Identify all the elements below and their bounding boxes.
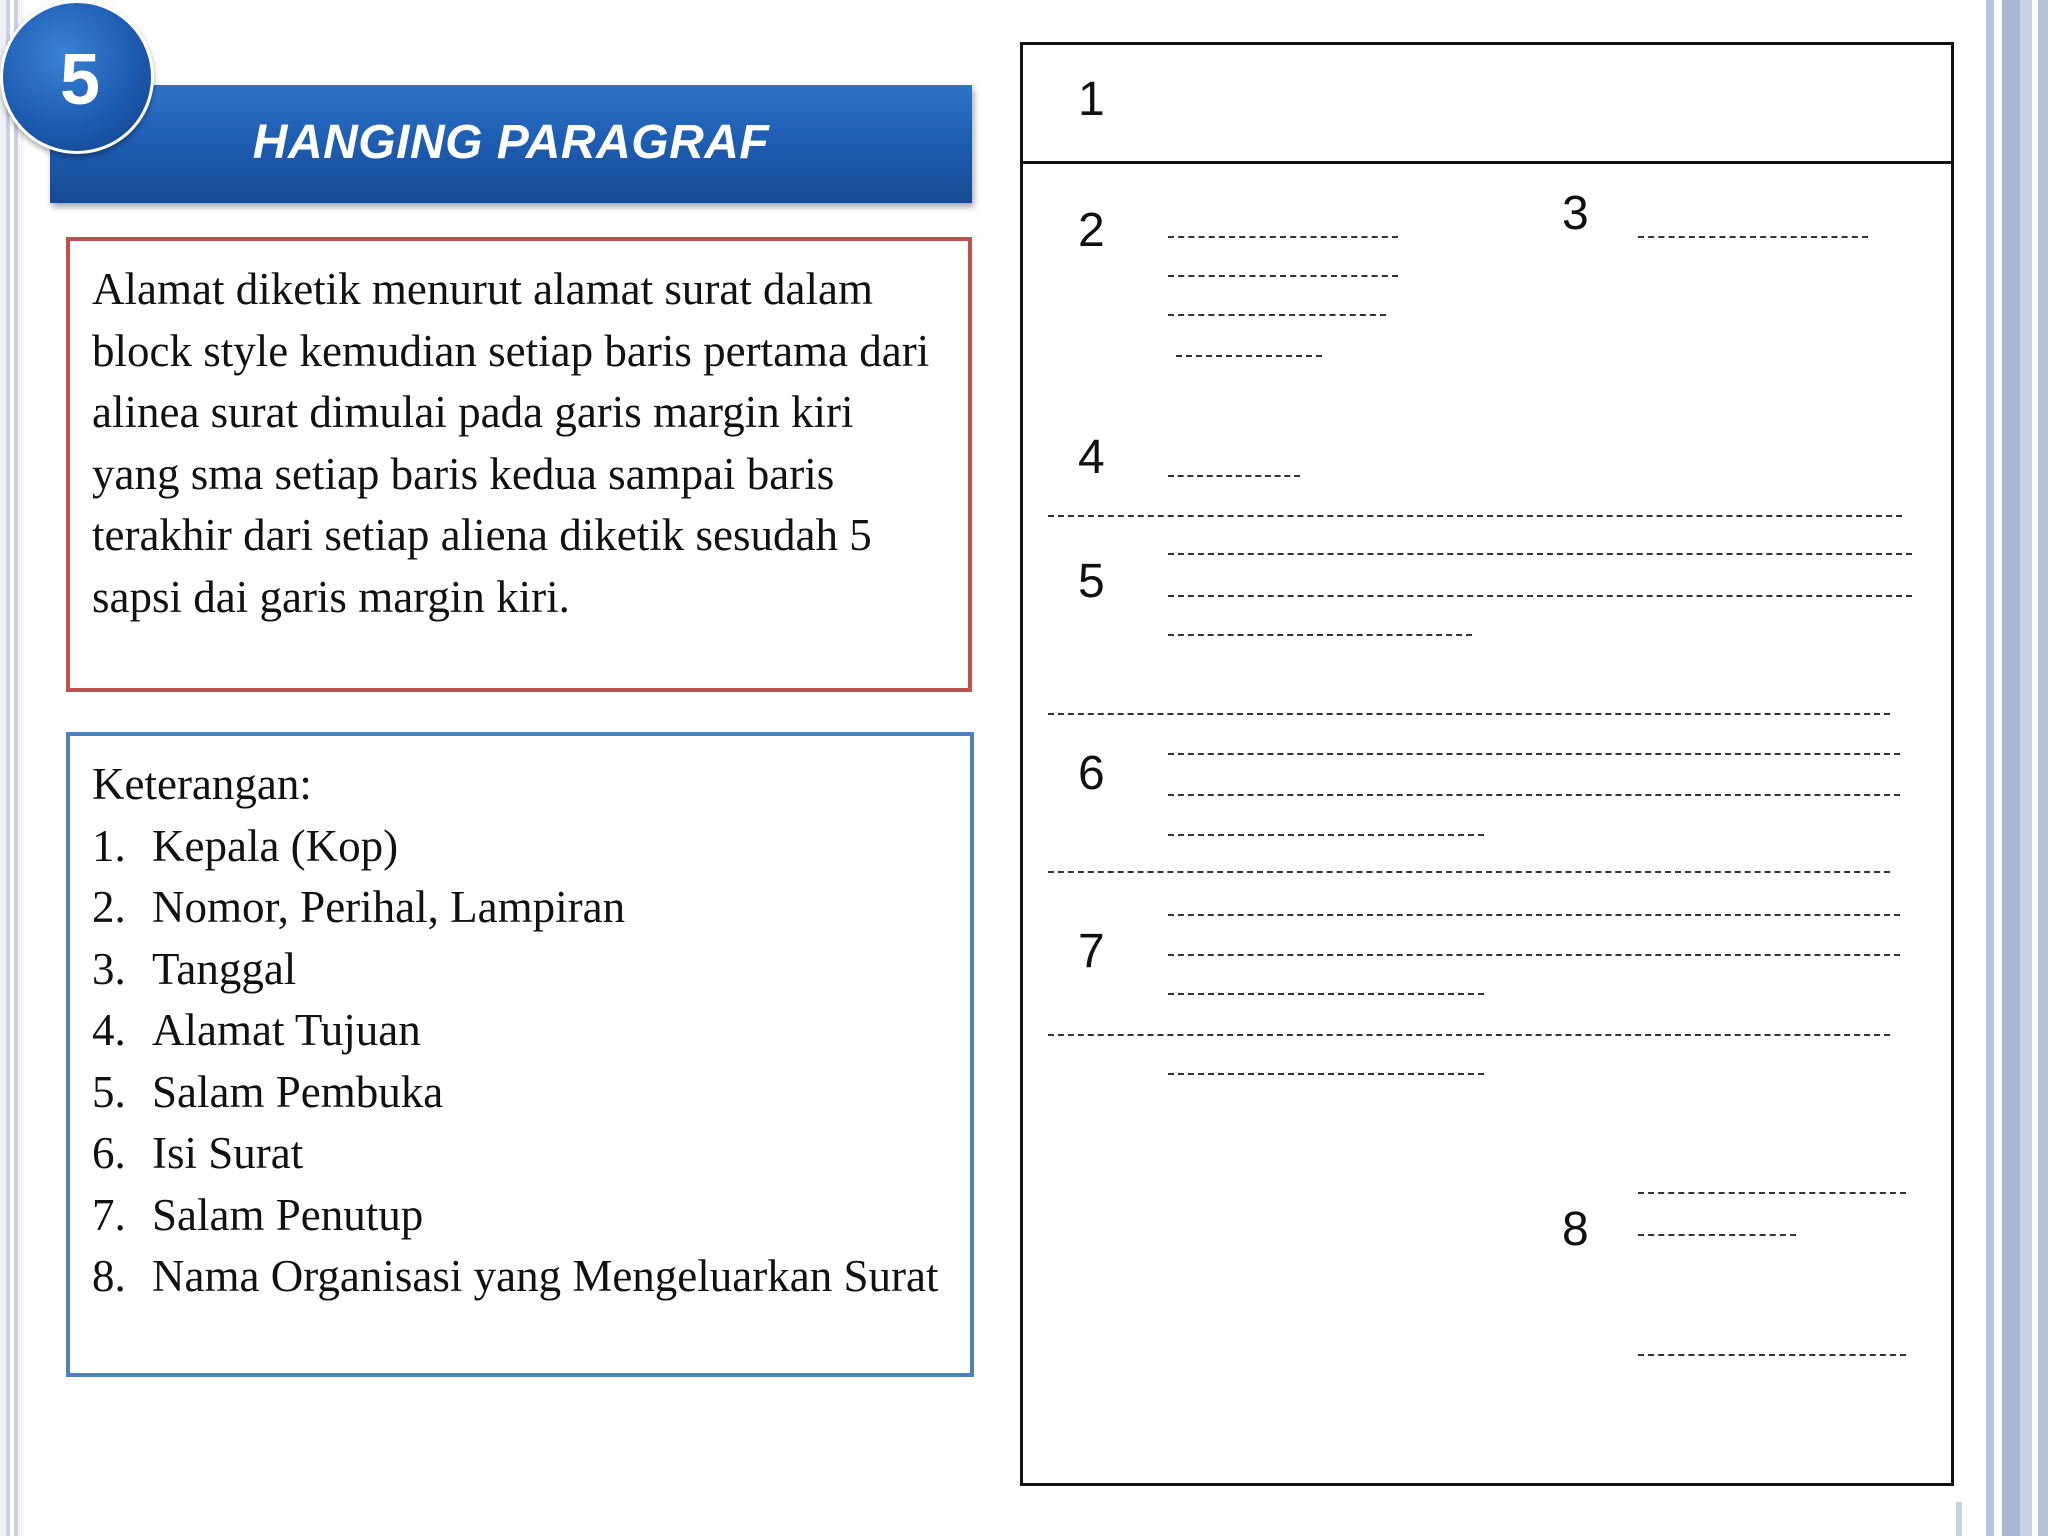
legend-item-label: Kepala (Kop) — [152, 820, 399, 871]
marker-tanggal: 3 — [1562, 187, 1589, 240]
legend-item — [92, 877, 950, 939]
legend-item-number: 3. — [92, 943, 126, 994]
placeholder-line — [1168, 794, 1900, 796]
marker-nomor: 2 — [1078, 204, 1105, 257]
marker-alamat: 4 — [1078, 431, 1105, 484]
placeholder-line — [1638, 1354, 1906, 1356]
placeholder-line — [1168, 475, 1300, 477]
placeholder-line — [1048, 515, 1902, 517]
legend-box — [66, 732, 974, 1377]
marker-isi: 6 — [1078, 747, 1105, 800]
legend-item-number: 1. — [92, 820, 126, 871]
legend-list — [92, 816, 950, 1308]
placeholder-line — [1168, 954, 1900, 956]
placeholder-line — [1168, 634, 1472, 636]
title-banner — [50, 85, 972, 203]
placeholder-line — [1048, 871, 1890, 873]
legend-item-label: Nama Organisasi yang Mengeluarkan Surat — [152, 1251, 939, 1301]
placeholder-line — [1168, 914, 1900, 916]
marker-kop: 1 — [1078, 73, 1105, 126]
description-box — [66, 237, 972, 692]
slide-number-badge — [0, 0, 154, 154]
placeholder-line — [1638, 236, 1868, 238]
placeholder-line — [1168, 275, 1398, 277]
placeholder-line — [1638, 1192, 1906, 1194]
marker-organisasi: 8 — [1562, 1203, 1589, 1256]
placeholder-line — [1168, 834, 1484, 836]
legend-item-label: Salam Penutup — [152, 1189, 424, 1240]
description-text: Alamat diketik menurut alamat surat dalam block style kemudian setiap baris pertama dari alinea surat dimulai pada garis margin kiri yang sma setiap baris kedua sampai baris terakhir dari setiap aliena diketik sesudah 5 sapsi dai garis margin kiri. — [92, 264, 930, 622]
legend-item-number: 4. — [92, 1005, 126, 1055]
legend-item — [92, 1123, 950, 1185]
marker-salam-pembuka: 5 — [1078, 555, 1105, 608]
legend-item-number: 5. — [92, 1066, 126, 1117]
slide-title: HANGING PARAGRAF — [252, 116, 770, 169]
legend-item — [92, 1000, 950, 1062]
marker-salam-penutup: 7 — [1078, 925, 1105, 978]
legend-item-label: Alamat Tujuan — [152, 1005, 421, 1055]
placeholder-line — [1638, 1234, 1796, 1236]
legend-item — [92, 1062, 950, 1124]
legend-item-label: Tanggal — [152, 943, 297, 994]
legend-heading: Keterangan: — [92, 759, 312, 809]
placeholder-line — [1168, 553, 1912, 555]
placeholder-line — [1168, 314, 1386, 316]
placeholder-line — [1168, 236, 1398, 238]
slide-left-border — [0, 0, 24, 1536]
letter-layout-diagram — [1020, 42, 1954, 1486]
legend-item — [92, 816, 950, 878]
placeholder-line — [1168, 1073, 1484, 1075]
slide-right-border — [1980, 0, 2048, 1536]
legend-item-number: 6. — [92, 1128, 126, 1178]
legend-item-label: Isi Surat — [152, 1128, 304, 1178]
legend-item — [92, 1185, 950, 1247]
legend-item-label: Salam Pembuka — [152, 1066, 444, 1117]
legend-item-number: 2. — [92, 882, 126, 932]
placeholder-line — [1168, 753, 1900, 755]
slide-corner-mark — [1956, 1502, 1962, 1536]
placeholder-line — [1176, 355, 1322, 357]
placeholder-line — [1168, 595, 1912, 597]
placeholder-line — [1168, 993, 1484, 995]
letterhead-divider — [1020, 161, 1954, 164]
legend-item — [92, 939, 950, 1001]
legend-item — [92, 1246, 950, 1308]
slide-number: 5 — [59, 40, 101, 120]
placeholder-line — [1048, 713, 1890, 715]
legend-item-number: 8. — [92, 1251, 126, 1301]
legend-item-label: Nomor, Perihal, Lampiran — [152, 882, 626, 932]
placeholder-line — [1048, 1034, 1890, 1036]
legend-item-number: 7. — [92, 1189, 126, 1240]
